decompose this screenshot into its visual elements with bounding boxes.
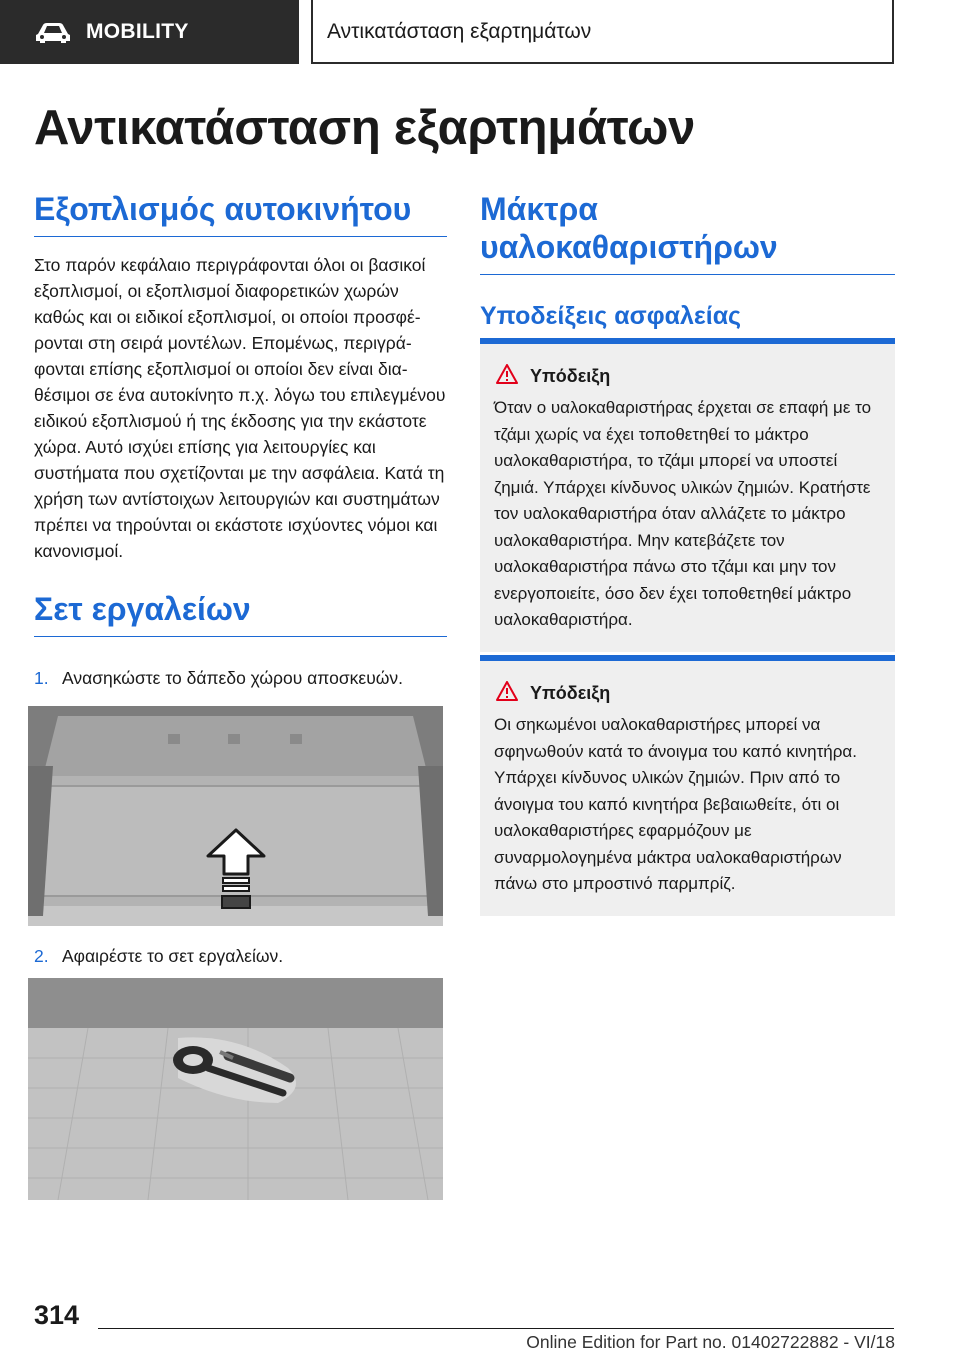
heading-vehicle-equipment: Εξοπλισμός αυτοκινήτου bbox=[34, 190, 447, 237]
tab-section-label: Αντικατάσταση εξαρτημάτων bbox=[327, 20, 592, 43]
page-title: Αντικατάσταση εξαρτημάτων bbox=[34, 101, 696, 155]
warning-icon bbox=[496, 364, 518, 389]
note-text: Όταν ο υαλοκαθαριστήρας έρχεται σε επαφή με το τζάμι χωρίς να έχει τοποθετηθεί το μάκτρο υαλοκαθαριστήρα, το τζάμι μπορεί να υποστεί ζημιά. Υπάρχει κίνδυνος υλικών ζημιών. Κρατήστε τον υαλοκαθαριστήρα όταν αλλάζετε το μάκτρο υαλοκαθαριστήρα. Μην κατεβάζετε τον υαλοκαθαριστήρα πάνω στο τζάμι και μην τον ενεργοποιείτε, όσο δεν έχει τοποθετηθεί μάκτρο υαλοκαθαριστήρα. bbox=[494, 398, 872, 629]
note-title: Υπόδειξη bbox=[530, 683, 611, 703]
tab-mobility[interactable] bbox=[0, 0, 299, 64]
safety-note-1 bbox=[480, 338, 895, 652]
heading-wiper-blades: Μάκτρα υαλοκαθαριστήρων bbox=[480, 190, 895, 275]
edition-text: Online Edition for Part no. 01402722882 - VI/18 bbox=[526, 1332, 895, 1352]
step-1 bbox=[34, 668, 447, 689]
tab-section[interactable] bbox=[311, 0, 894, 64]
step-text: Ανασηκώστε το δάπεδο χώρου αποσκευών. bbox=[62, 668, 404, 688]
note-title: Υπόδειξη bbox=[530, 366, 611, 386]
warning-icon bbox=[496, 681, 518, 706]
trunk-floor-image bbox=[28, 706, 443, 926]
step-text: Αφαιρέστε το σετ εργαλείων. bbox=[62, 946, 284, 966]
note-text: Οι σηκωμένοι υαλοκαθαριστήρες μπορεί να σφηνωθούν κατά το άνοιγμα του καπό κινητήρα. Υπάρχει κίνδυνος υλικών ζημιών. Πριν από το άνοιγμα του καπό κινητήρα βεβαιωθείτε, ότι οι υαλοκαθαριστήρες εφαρμόζουν με συναρμολογημένα μάκτρα υαλοκαθαριστήρων πάνω στο μπροστινό παρμπρίζ. bbox=[494, 715, 857, 893]
header-bar bbox=[0, 0, 960, 68]
safety-note-2 bbox=[480, 655, 895, 916]
car-icon bbox=[34, 22, 72, 49]
heading-safety-notes: Υποδείξεις ασφαλείας bbox=[480, 302, 742, 330]
page-number: 314 bbox=[34, 1300, 80, 1330]
footer-divider bbox=[98, 1328, 894, 1329]
heading-tool-kit: Σετ εργαλείων bbox=[34, 590, 447, 637]
step-number: 1. bbox=[34, 668, 49, 688]
step-number: 2. bbox=[34, 946, 49, 966]
intro-paragraph: Στο παρόν κεφάλαιο περιγράφονται όλοι οι βασικοί εξοπλισμοί, οι εξοπλισμοί διαφορετικών χωρών καθώς και οι ειδικοί εξοπλισμοί, οι οποίοι προσφέρονται στη σειρά μοντέλων. Επομένως, περιγράφονται επίσης εξοπλισμοί οι οποίοι δεν είναι διαθέσιμοι σε ένα αυτοκίνητο π.χ. λόγω του επιλεγμένου ειδικού εξοπλισμού ή της έκδοσης για την εκάστοτε χώρα. Αυτό ισχύει επίσης για λειτουργίες και συστήματα που σχετίζονται με την ασφάλεια. Κατά τη χρήση των αντίστοιχων λειτουργιών και συστημάτων πρέπει να τηρούνται οι εκάστοτε ισχύοντες νόμοι και κανονισμοί. bbox=[34, 255, 446, 561]
tab-mobility-label: MOBILITY bbox=[86, 20, 189, 43]
tool-kit-image bbox=[28, 978, 443, 1200]
step-2 bbox=[34, 946, 447, 967]
